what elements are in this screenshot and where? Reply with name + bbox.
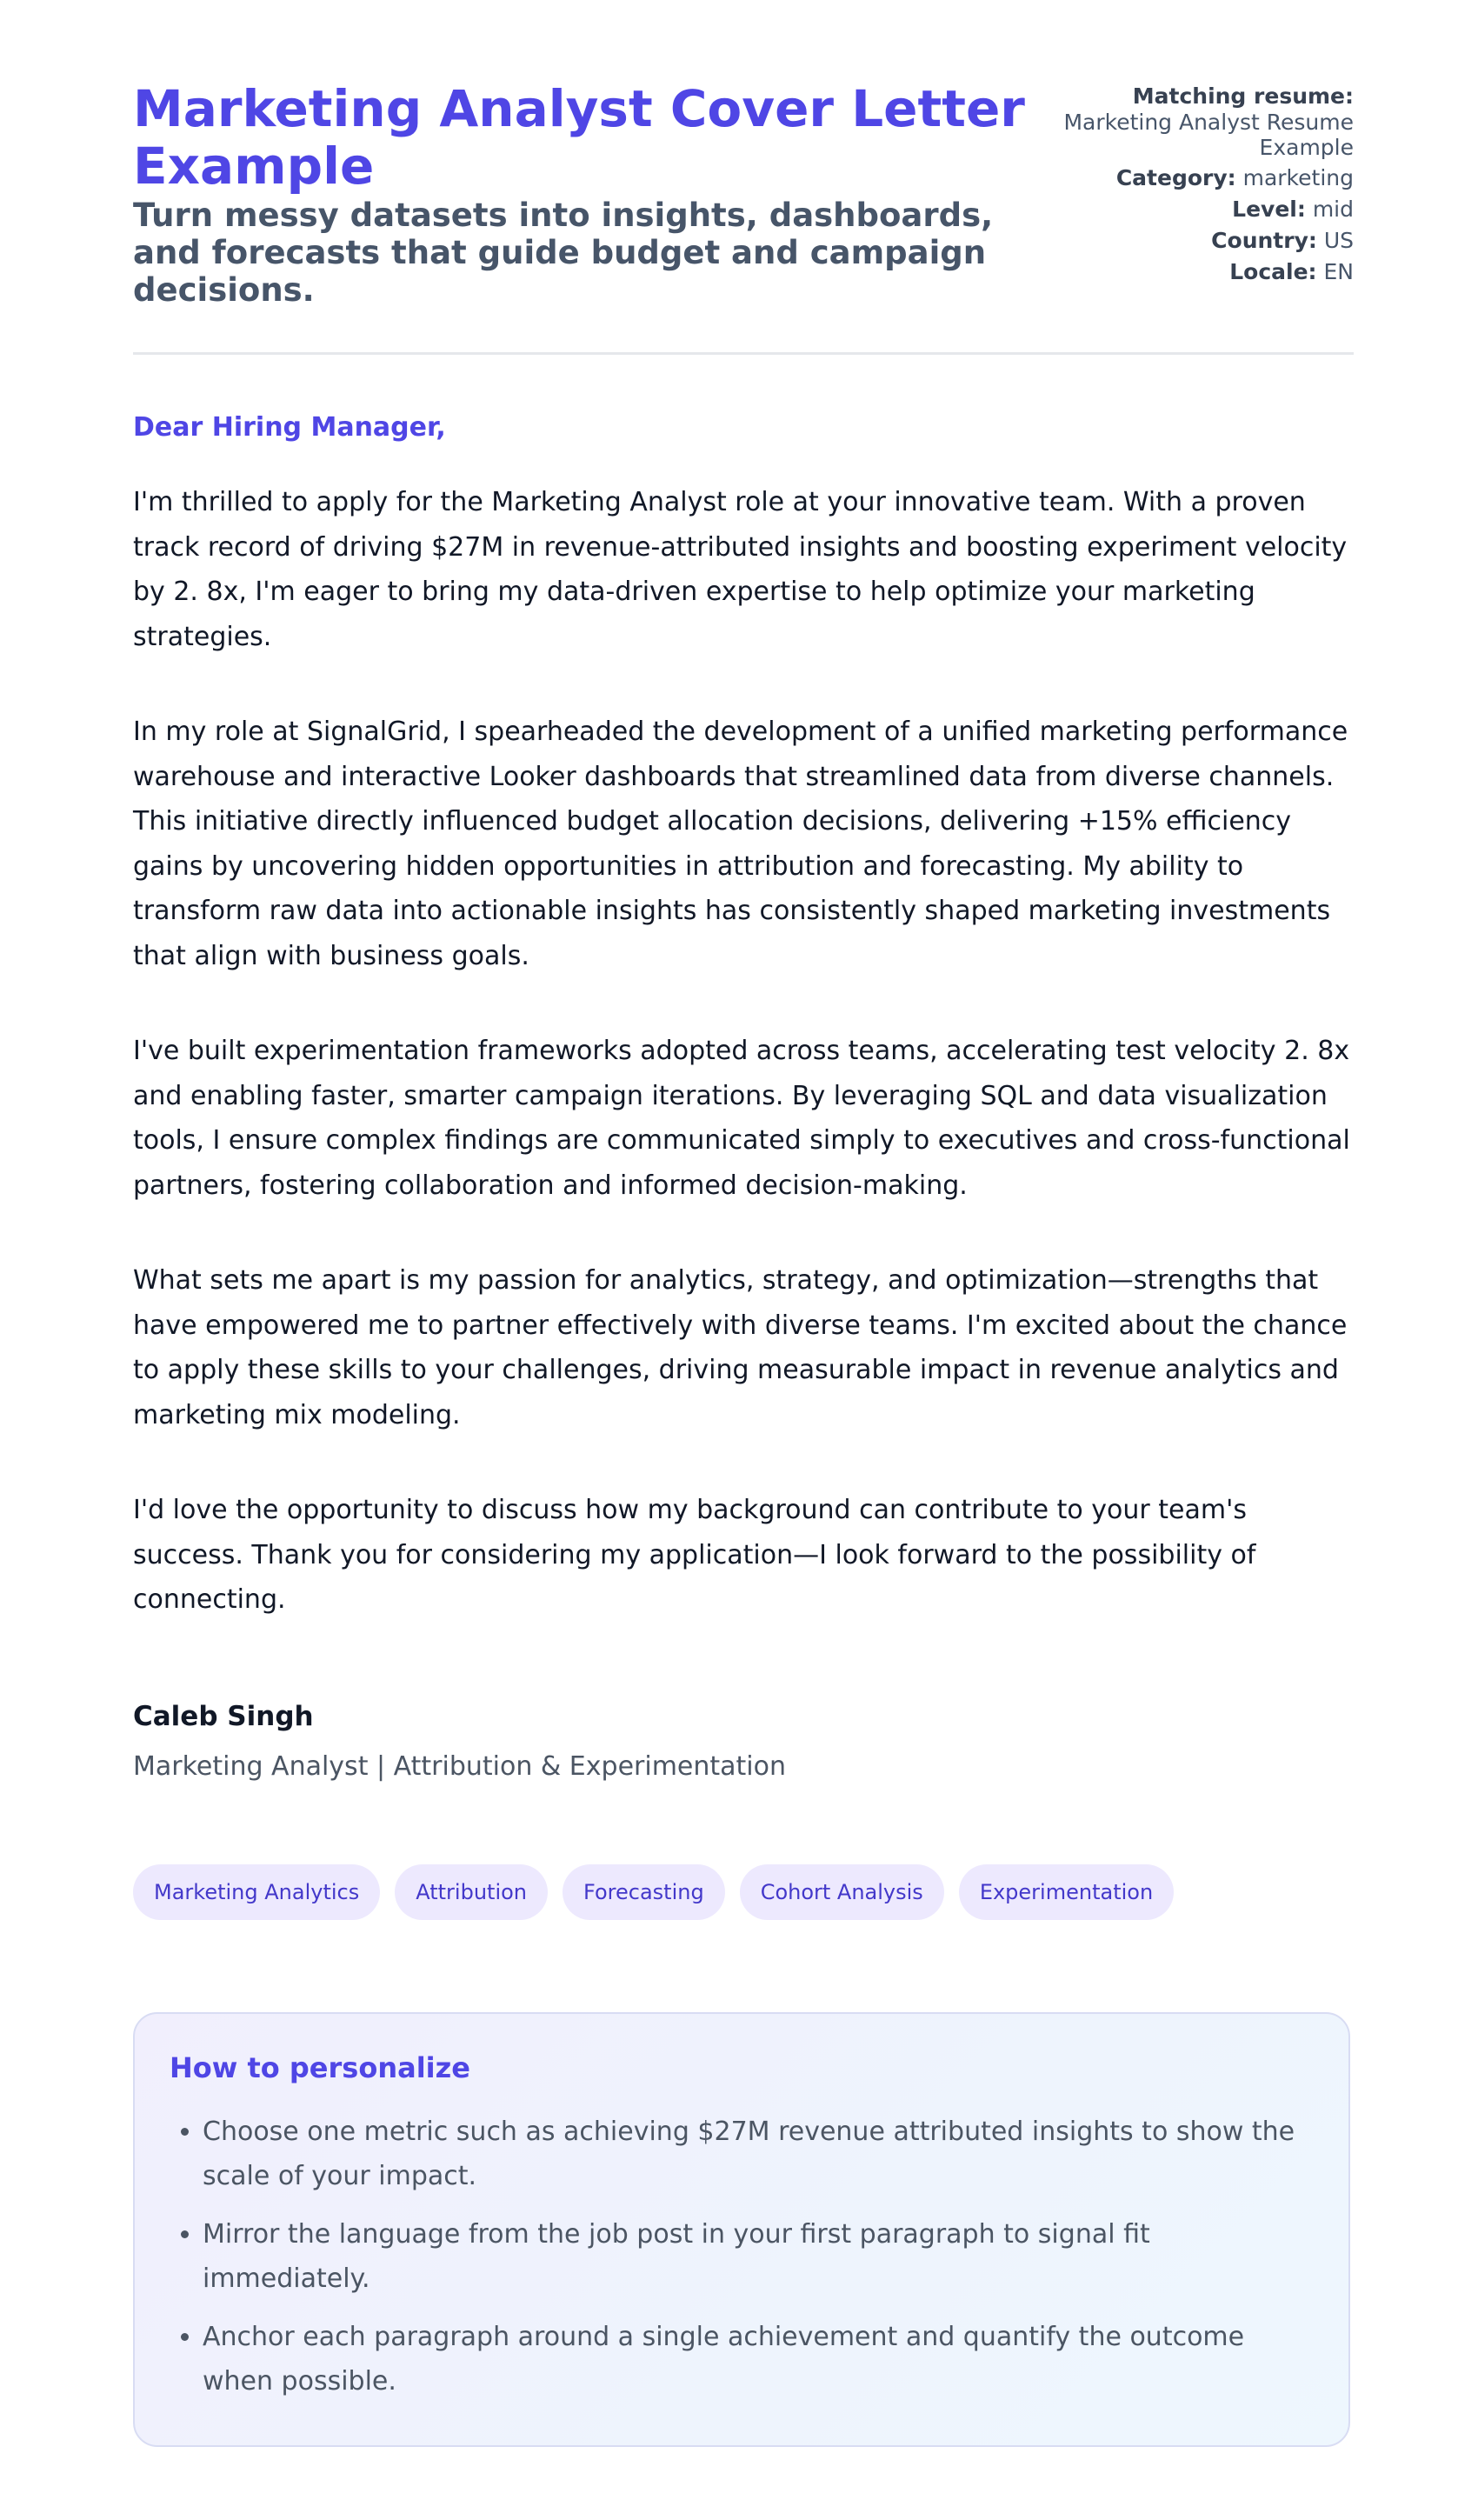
personalize-title: How to personalize bbox=[170, 2051, 470, 2084]
personalize-tip: • Mirror the language from the job post in your first paragraph to signal fit immediately. bbox=[203, 2212, 1314, 2301]
meta-matching-resume-value[interactable]: Marketing Analyst Resume Example bbox=[1063, 110, 1354, 160]
personalize-tips-box bbox=[133, 2012, 1350, 2447]
personalize-tip-list bbox=[170, 2110, 1314, 2403]
personalize-tip: • Choose one metric such as achieving $27M revenue attributed insights to show the scale of your impact. bbox=[203, 2110, 1314, 2198]
letter-paragraph: In my role at SignalGrid, I spearheaded the development of a unified marketing performance warehouse and interactive Looker dashboards that streamlined data from diverse channels. This initiative directly influenced budget allocation decisions, delivering +15% efficiency gains by uncovering hidden opportunities in attribution and forecasting. My ability to transform raw data into actionable insights has consistently shaped marketing investments that align with business goals. bbox=[133, 717, 1348, 971]
signature-name: Caleb Singh bbox=[133, 1701, 314, 1732]
page-title: Marketing Analyst Cover Letter Example bbox=[133, 79, 1025, 196]
signature-block bbox=[133, 1697, 786, 1786]
letter-greeting: Dear Hiring Manager, bbox=[133, 412, 446, 443]
skill-tag[interactable]: Cohort Analysis bbox=[740, 1864, 944, 1920]
meta-category-value: marketing bbox=[1242, 165, 1354, 190]
signature-role: Marketing Analyst | Attribution & Experimentation bbox=[133, 1751, 786, 1782]
meta-category bbox=[989, 165, 1354, 191]
skill-tag[interactable]: Forecasting bbox=[563, 1864, 725, 1920]
personalize-tip: • Anchor each paragraph around a single achievement and quantify the outcome when possible. bbox=[203, 2315, 1314, 2403]
skill-tags bbox=[133, 1864, 1174, 1920]
letter-paragraph: I'm thrilled to apply for the Marketing Analyst role at your innovative team. With a proven track record of driving $27M in revenue-attributed insights and boosting experiment velocity by 2. 8x, I'm eager to bring my data-driven expertise to help optimize your marketing strategies. bbox=[133, 487, 1348, 652]
meta-country bbox=[989, 228, 1354, 254]
letter-body bbox=[133, 480, 1354, 1673]
meta-level-label: Level: bbox=[1232, 197, 1306, 222]
cover-letter-page bbox=[133, 0, 1354, 2397]
meta-matching-resume-label: Matching resume: bbox=[1132, 83, 1354, 109]
letter-paragraph: I'd love the opportunity to discuss how my background can contribute to your team's success. Thank you for considering my application—I look forward to the possibility of connecting. bbox=[133, 1495, 1256, 1615]
meta-country-label: Country: bbox=[1211, 228, 1317, 253]
meta-matching-resume bbox=[989, 83, 1354, 160]
skill-tag[interactable]: Experimentation bbox=[959, 1864, 1174, 1920]
skill-tag[interactable]: Attribution bbox=[395, 1864, 548, 1920]
page-header bbox=[133, 0, 1354, 355]
meta-locale-label: Locale: bbox=[1229, 259, 1317, 284]
letter-paragraph: I've built experimentation frameworks adopted across teams, accelerating test velocity 2. 8x and enabling faster, smarter campaign iterations. By leveraging SQL and data visualization tools, I ensure complex findings are communicated simply to executives and cross-functional partners, fostering collaboration and informed decision-making. bbox=[133, 1036, 1350, 1201]
meta-level bbox=[989, 197, 1354, 223]
meta-country-value: US bbox=[1323, 228, 1354, 253]
meta-locale bbox=[989, 259, 1354, 285]
meta-level-value: mid bbox=[1312, 197, 1354, 222]
meta-locale-value: EN bbox=[1323, 259, 1354, 284]
skill-tag[interactable]: Marketing Analytics bbox=[133, 1864, 380, 1920]
page-subtitle: Turn messy datasets into insights, dashboards, and forecasts that guide budget and campaign decisions. bbox=[133, 197, 994, 309]
meta-category-label: Category: bbox=[1115, 165, 1236, 190]
letter-paragraph: What sets me apart is my passion for analytics, strategy, and optimization—strengths that have empowered me to partner effectively with diverse teams. I'm excited about the chance to apply these skills to your challenges, driving measurable impact in revenue analytics and marketing mix modeling. bbox=[133, 1265, 1348, 1430]
meta-panel bbox=[989, 83, 1354, 290]
